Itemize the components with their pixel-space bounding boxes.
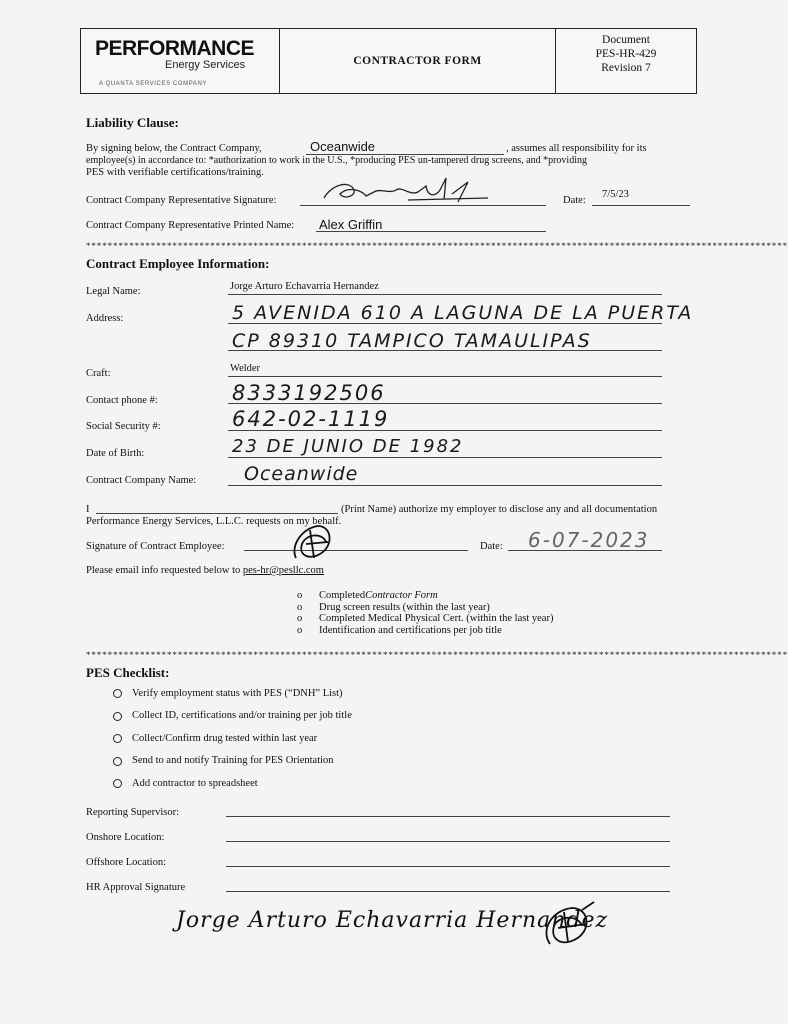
checklist-item-label: Collect/Confirm drug tested within last year [132,732,318,744]
checklist [113,688,352,789]
list-item [297,613,553,625]
authorize-line-1: (Print Name) authorize my employer to disclose any and all documentation [341,504,658,515]
legal-name-label: Legal Name: [86,286,141,297]
bottom-signature: Jorge Arturo Echavarria Hernandez [176,908,609,933]
dob-label: Date of Birth: [86,448,145,459]
onshore-label: Onshore Location: [86,832,165,843]
address-line-2[interactable]: CP 89310 TAMPICO TAMAULIPAS [232,330,592,352]
date-label-2: Date: [480,541,503,552]
checklist-title: PES Checklist: [86,665,170,680]
liability-p1-end: , assumes all responsibility for its [506,143,647,154]
date-value-2[interactable]: 6-07-2023 [528,528,650,552]
liability-company-field[interactable]: Oceanwide [310,139,376,154]
separator-2: ********************************************************************************************************************************** [86,650,788,660]
phone-field[interactable]: 8333192506 [232,381,386,405]
checkbox-circle[interactable] [113,757,122,766]
checkbox-circle[interactable] [113,734,122,743]
bullet-marker: o [297,601,303,613]
company-name-field[interactable]: Oceanwide [244,463,359,485]
rep-signature-label: Contract Company Representative Signature: [86,195,277,206]
bullet-marker: o [297,613,303,624]
company-name-label: Contract Company Name: [86,475,197,486]
rep-signature-image[interactable] [318,172,498,208]
checklist-item[interactable] [113,688,352,699]
ssn-label: Social Security #: [86,421,161,432]
checkbox-circle[interactable] [113,689,122,698]
doc-line-2: PES-HR-429 [595,48,657,60]
rep-name-field[interactable]: Alex Griffin [319,217,383,232]
date-value-1[interactable]: 7/5/23 [602,189,629,200]
checklist-item[interactable] [113,756,352,767]
address-label: Address: [86,313,124,324]
list-item [297,590,553,602]
legal-name-field[interactable]: Jorge Arturo Echavarria Hernandez [230,281,379,292]
list-item [297,602,553,614]
separator-1: ********************************************************************************************************************************** [86,241,788,251]
list-item-text: Identification and certifications per job title [319,624,502,636]
date-label-1: Date: [563,195,586,206]
list-item-emphasis: Contractor Form [365,590,438,601]
craft-label: Craft: [86,368,111,379]
document-id [556,29,696,93]
address-line-1[interactable]: 5 AVENIDA 610 A LAGUNA DE LA PUERTA [232,302,694,324]
liability-p2: employee(s) in accordance to: *authorization to work in the U.S., *producing PES un-tampered drug screens, and *providing [86,155,587,166]
email-link[interactable]: pes-hr@pesllc.com [242,565,324,576]
list-item [297,625,553,637]
company-name-line [228,485,662,486]
authorize-line-2: Performance Energy Services, L.L.C. requests on my behalf. [86,516,342,527]
form-title: CONTRACTOR FORM [280,29,556,93]
employee-title: Contract Employee Information: [86,256,270,271]
logo-tagline: A QUANTA SERVICES COMPANY [99,81,208,87]
company-logo [81,29,280,93]
ssn-field[interactable]: 642-02-1119 [232,407,390,431]
supervisor-label: Reporting Supervisor: [86,807,180,818]
email-instruction-text: Please email info requested below to [86,565,241,576]
liability-p3: PES with verifiable certifications/training. [86,167,264,178]
doc-line-1: Document [602,34,650,46]
print-name-line[interactable] [96,513,338,514]
checkbox-circle[interactable] [113,779,122,788]
employee-signature-line [244,550,468,551]
liability-p1-start: By signing below, the Contract Company, [86,143,262,154]
checklist-item-label: Collect ID, certifications and/or training per job title [132,710,352,721]
craft-field[interactable]: Welder [230,363,261,374]
checklist-item-label: Send to and notify Training for PES Orientation [132,755,334,766]
checklist-item[interactable] [113,711,352,722]
phone-label: Contact phone #: [86,395,158,406]
checklist-item-label: Add contractor to spreadsheet [132,777,258,789]
form-header [80,28,697,94]
list-item-text: Completed [319,590,366,601]
checkbox-circle[interactable] [113,712,122,721]
legal-name-line [228,294,662,295]
checklist-item[interactable] [113,778,352,789]
bullet-marker: o [297,590,303,601]
checklist-item-label: Verify employment status with PES (“DNH” List) [132,687,343,699]
liability-title: Liability Clause: [86,115,179,130]
dob-field[interactable]: 23 DE JUNIO DE 1982 [232,436,464,457]
employee-signature-text: JA [292,561,296,565]
bullet-marker: o [297,624,303,636]
hr-signature-label: HR Approval Signature [86,882,186,893]
hr-signature-line[interactable] [226,891,670,892]
offshore-label: Offshore Location: [86,857,166,868]
logo-subtitle: Energy Services [165,59,246,71]
doc-line-3: Revision 7 [601,62,651,74]
onshore-line[interactable] [226,841,670,842]
requested-docs-list [297,590,553,636]
bottom-signature-mark [538,900,600,956]
craft-line [228,376,662,377]
employee-signature-label: Signature of Contract Employee: [86,541,225,552]
dob-line [228,457,662,458]
rep-name-label: Contract Company Representative Printed Name: [86,220,295,231]
logo-wordmark: PERFORMANCE [95,37,255,60]
offshore-line[interactable] [226,866,670,867]
authorize-i: I [86,504,90,515]
checklist-item[interactable] [113,733,352,744]
list-item-text: Drug screen results (within the last year) [319,601,490,613]
employee-signature-image[interactable] [288,520,338,566]
date-line-1 [592,205,690,206]
list-item-text: Completed Medical Physical Cert. (within the last year) [319,613,554,624]
rep-signature-text: Alex Griffin [324,202,339,206]
email-instruction [86,565,324,577]
supervisor-line[interactable] [226,816,670,817]
